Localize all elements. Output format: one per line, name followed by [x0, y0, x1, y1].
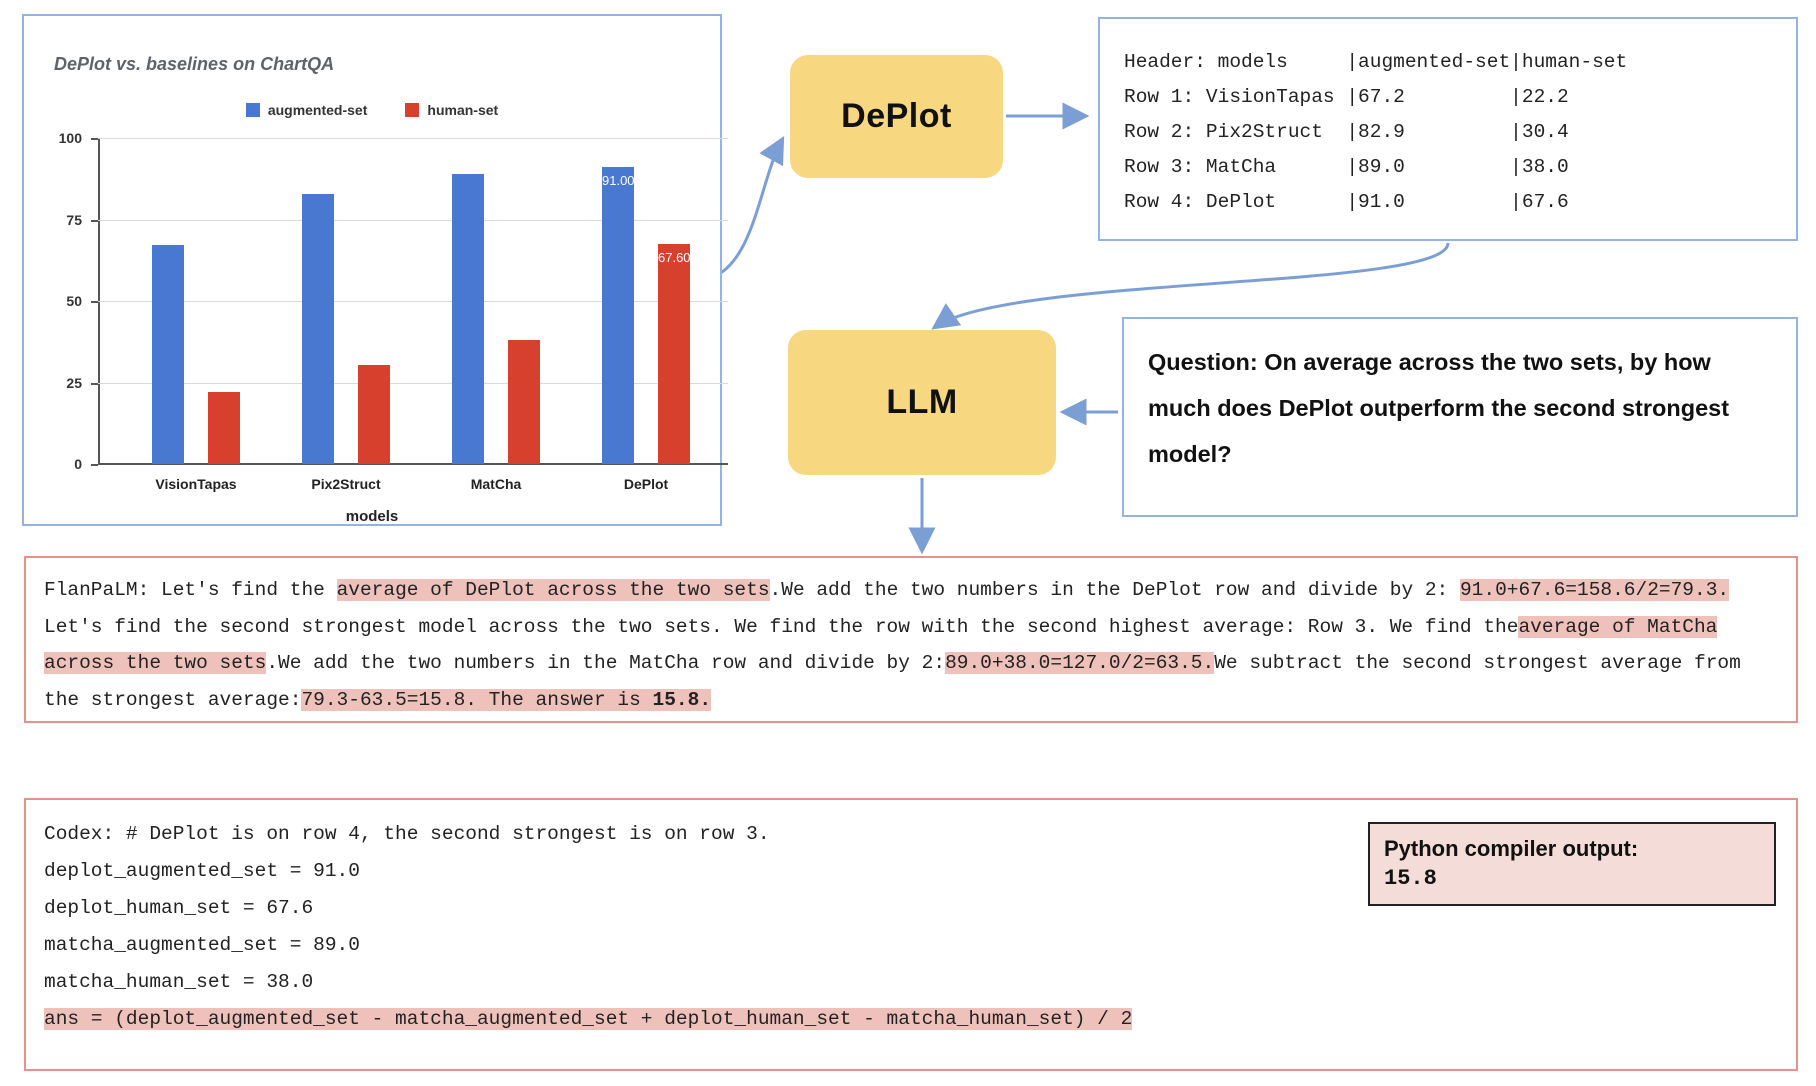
- bar-augmented-deplot: [602, 167, 634, 464]
- bar-group-pix2struct: [284, 138, 408, 492]
- legend-item-augmented-set: [246, 102, 368, 118]
- bar-human-matcha: [508, 340, 540, 464]
- category-label-deplot: DePlot: [623, 476, 669, 492]
- table-row: Row 4: DePlot |91.0 |67.6: [1124, 191, 1569, 213]
- flan-seg-1-highlight: average of DePlot across the two sets: [336, 579, 770, 601]
- flan-seg-6: .We add the two numbers in the MatCha row and divide by 2:: [266, 652, 946, 674]
- flan-answer-value: 15.8.: [652, 688, 712, 711]
- chart-legend: [24, 102, 720, 118]
- python-compiler-output: [1368, 822, 1776, 906]
- flan-seg-8: We subtract the second strongest average from the strongest average:: [44, 652, 1741, 711]
- ytick-mark-100: [91, 138, 98, 140]
- bar-human-deplot: [658, 244, 690, 464]
- node-llm-label: LLM: [886, 383, 958, 421]
- bar-group-matcha: [434, 138, 558, 492]
- flanpalm-reasoning-text: [44, 572, 1778, 718]
- ytick-mark-0: [91, 464, 98, 466]
- question-panel: [1122, 317, 1798, 517]
- codex-answer-line: [44, 1001, 1778, 1038]
- ytick-mark-50: [91, 301, 98, 303]
- category-label-pix2struct: Pix2Struct: [311, 476, 381, 492]
- codex-answer-expression: ans = (deplot_augmented_set - matcha_augmented_set + deplot_human_set - matcha_human_set) / 2: [44, 1008, 1133, 1030]
- flanpalm-output-panel: [24, 556, 1798, 723]
- bar-value-label-augmented-deplot: 91.00: [602, 173, 635, 188]
- ytick-label-50: 50: [66, 293, 82, 309]
- bar-group-visiontapas: [134, 138, 258, 492]
- bar-value-label-human-deplot: 67.60: [658, 250, 691, 265]
- node-deplot[interactable]: [790, 55, 1003, 178]
- table-row: Row 1: VisionTapas |67.2 |22.2: [1124, 86, 1569, 108]
- bar-augmented-visiontapas: [152, 245, 184, 464]
- table-row: Row 2: Pix2Struct |82.9 |30.4: [1124, 121, 1569, 143]
- bar-group-deplot: [584, 138, 708, 492]
- bar-human-pix2struct: [358, 365, 390, 464]
- category-label-matcha: MatCha: [470, 476, 522, 492]
- ytick-label-100: 100: [58, 130, 82, 146]
- python-output-value: 15.8: [1384, 866, 1437, 891]
- question-text: Question: On average across the two sets, by how much does DePlot outperform the second strongest model?: [1148, 349, 1730, 467]
- codex-line: matcha_human_set = 38.0: [44, 971, 314, 993]
- chart-panel: [22, 14, 722, 526]
- table-header-row: Header: models |augmented-set|human-set: [1124, 51, 1628, 73]
- ytick-label-0: 0: [74, 456, 82, 472]
- bar-human-visiontapas: [208, 392, 240, 464]
- chart-title: DePlot vs. baselines on ChartQA: [54, 54, 335, 74]
- legend-swatch-augmented-set: [246, 103, 260, 117]
- python-output-label: Python compiler output:: [1384, 836, 1639, 861]
- node-deplot-label: DePlot: [841, 97, 952, 135]
- arrow-table-to-llm: [935, 243, 1448, 327]
- flan-seg-prefix: FlanPaLM: Let's find the: [44, 579, 337, 601]
- legend-label-augmented-set: augmented-set: [267, 102, 368, 118]
- flan-seg-5-highlight: average of MatCha across the two sets: [44, 615, 1718, 674]
- bar-augmented-matcha: [452, 174, 484, 464]
- flan-seg-7-highlight: 89.0+38.0=127.0/2=63.5.: [945, 652, 1215, 674]
- flan-seg-2: .We add the two numbers in the DePlot row and divide by 2:: [769, 579, 1460, 601]
- table-row: Row 3: MatCha |89.0 |38.0: [1124, 156, 1569, 178]
- codex-line: deplot_augmented_set = 91.0: [44, 860, 360, 882]
- node-llm[interactable]: [788, 330, 1056, 475]
- codex-line: Codex: # DePlot is on row 4, the second strongest is on row 3.: [44, 823, 770, 845]
- bar-augmented-pix2struct: [302, 194, 334, 464]
- legend-label-human-set: human-set: [427, 102, 499, 118]
- chart-x-axis-label: models: [345, 508, 399, 525]
- ytick-mark-25: [91, 383, 98, 385]
- legend-item-human-set: [405, 102, 498, 118]
- category-label-visiontapas: VisionTapas: [155, 476, 237, 492]
- table-panel: [1098, 17, 1798, 241]
- flan-seg-9-highlight: 79.3-63.5=15.8. The answer is: [301, 688, 653, 711]
- flan-seg-4: Let's find the second strongest model across the two sets. We find the row with the second highest average: Row 3. We find the: [44, 615, 1519, 638]
- legend-swatch-human-set: [405, 103, 419, 117]
- flan-seg-3-highlight: 91.0+67.6=158.6/2=79.3.: [1459, 579, 1730, 601]
- codex-line: matcha_augmented_set = 89.0: [44, 934, 360, 956]
- chart-plot-area: [58, 130, 728, 492]
- ytick-label-75: 75: [66, 211, 82, 228]
- ytick-mark-75: [91, 220, 98, 222]
- codex-line: deplot_human_set = 67.6: [44, 897, 314, 919]
- ytick-label-25: 25: [66, 374, 82, 391]
